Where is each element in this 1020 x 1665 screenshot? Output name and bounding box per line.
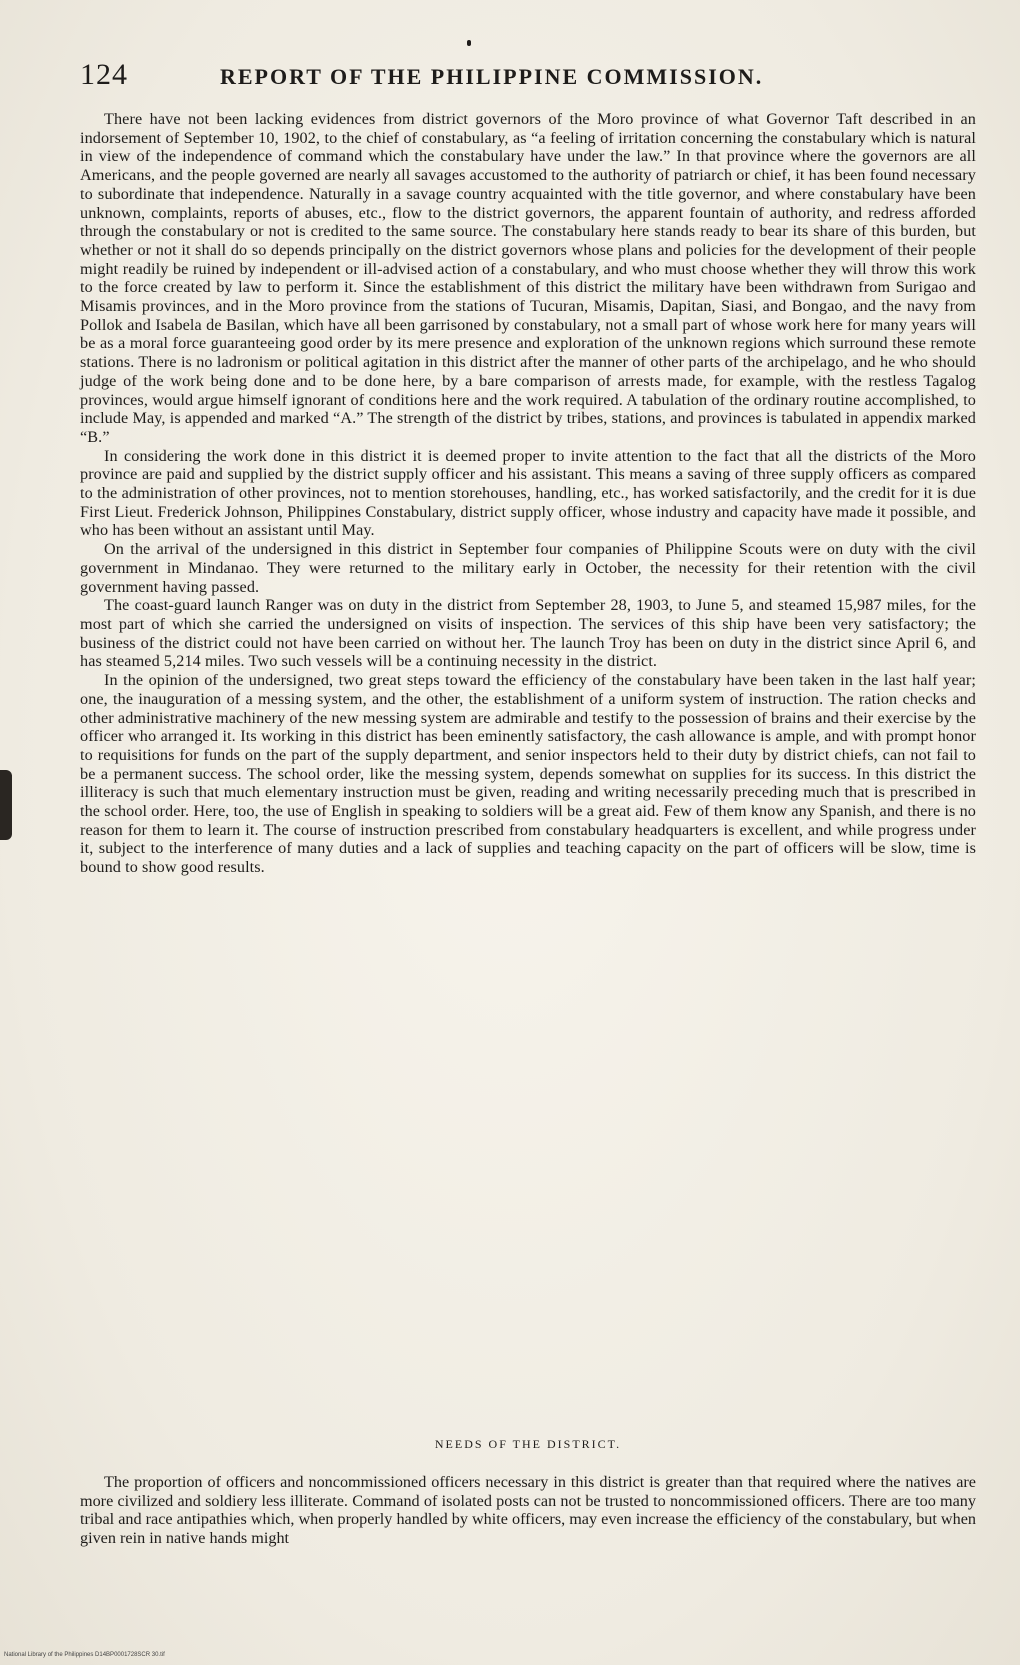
paragraph-needs-of-district: The proportion of officers and noncommissioned officers necessary in this district is greater than that required where the natives are more civilized and soldiery less illiterate. Command of isolated posts can not be trusted to noncommissioned officers. There are too many tribal and race antipathies which, when properly handled by white officers, may even increase the efficiency of the constabulary, but when given rein in native hands might xyxy=(80,1473,976,1548)
paragraph-moro-province: There have not been lacking evidences from district governors of the Moro province of what Governor Taft described in an indorsement of September 10, 1902, to the chief of constabulary, as “a feeling of irritation concerning the constabulary which is natural in view of the independence of command which the constabulary have under the law.” In that province where the governors are all Americans, and the people governed are nearly all savages accustomed to the authority of patriarch or chief, it has been found necessary to subordinate that independence. Naturally in a savage country acquainted with the title governor, and where constabulary have been unknown, complaints, reports of abuses, etc., flow to the district governors, the apparent fountain of authority, and redress afforded through the constabulary or not is credited to the same source. The constabulary here stands ready to bear its share of this burden, but whether or not it shall do so depends principally on the district governors whose plans and policies for the development of their people might readily be ruined by independent or ill-advised action of a constabulary, and who must choose whether they will throw this work to the force created by law to perform it. Since the establishment of this district the military have been withdrawn from Surigao and Misamis provinces, and in the Moro province from the stations of Tucuran, Misamis, Dapitan, Siasi, and Bongao, and the navy from Pollok and Isabela de Basilan, which have all been garrisoned by constabulary, not a small part of whose work here for many years will be as a moral force guaranteeing good order by its mere presence and exploration of the unknown regions which surround these remote stations. There is no ladronism or political agitation in this district after the manner of other parts of the archipelago, and he who should judge of the work being done and to be done here, by a bare comparison of arrests made, for example, with the restless Tagalog provinces, would argue himself ignorant of conditions here and the work required. A tabulation of the ordinary routine accomplished, to include May, is appended and marked “A.” The strength of the district by tribes, stations, and provinces is tabulated in appendix marked “B.” xyxy=(80,110,976,446)
section-heading: NEEDS OF THE DISTRICT. xyxy=(434,1437,622,1451)
ink-mark xyxy=(467,40,471,46)
paragraph-philippine-scouts: On the arrival of the undersigned in this district in September four companies of Philippine Scouts were on duty with the civil government in Mindanao. They were returned to the military early in October, the necessity for their retention with the civil government having passed. xyxy=(80,540,976,596)
paragraph-supply-officer: In considering the work done in this district it is deemed proper to invite attention to the fact that all the districts of the Moro province are paid and supplied by the district supply officer and his assistant. This means a saving of three supply officers as compared to the administration of other provinces, not to mention storehouses, handling, etc., has worked satisfactorily, and the credit for it is due First Lieut. Frederick Johnson, Philippines Constabulary, district supply officer, whose industry and capacity have made it possible, and who has been without an assistant until May. xyxy=(80,446,976,540)
paragraph-messing-system: In the opinion of the undersigned, two great steps toward the efficiency of the constabulary have been taken in the last half year; one, the inauguration of a messing system, and the other, the establishment of a uniform system of instruction. The ration checks and other administrative machinery of the new messing system are admirable and testify to the possession of brains and their exercise by the officer who arranged it. Its working in this district has been eminently satisfactory, the cash allowance is ample, and with prompt honor to requisitions for funds on the part of the supply department, and senior inspectors held to their duty by district chiefs, can not fail to be a permanent success. The school order, like the messing system, depends somewhat on supplies for its success. In this district the illiteracy is such that much elementary instruction must be given, reading and writing necessarily preceding much that is prescribed in the school order. Here, too, the use of English in speaking to soldiers will be a great aid. Few of them know any Spanish, and there is no reason for them to learn it. The course of instruction prescribed from constabulary headquarters is excellent, and while progress under it, subject to the interference of many duties and a lack of supplies and teaching capacity on the part of officers will be slow, time is bound to show good results. xyxy=(80,671,977,877)
running-head: REPORT OF THE PHILIPPINE COMMISSION. xyxy=(220,64,764,89)
page-number: 124 xyxy=(80,58,128,91)
needs-section xyxy=(80,1473,976,1548)
paragraph-coast-guard-launch: The coast-guard launch Ranger was on duty in the district from September 28, 1903, to June 5, and steamed 15,987 miles, for the most part of which she carried the undersigned on visits of inspection. The services of this ship have been very satisfactory; the business of the district could not have been carried on without her. The launch Troy has been on duty in the district since April 6, and has steamed 5,214 miles. Two such vessels will be a continuing necessity in the district. xyxy=(80,596,976,671)
scan-smudge xyxy=(0,770,12,840)
scan-footer: National Library of the Philippines D14BP0001728SCR 30.tif xyxy=(4,1652,165,1658)
body-text xyxy=(80,110,976,877)
page-header xyxy=(80,58,980,98)
